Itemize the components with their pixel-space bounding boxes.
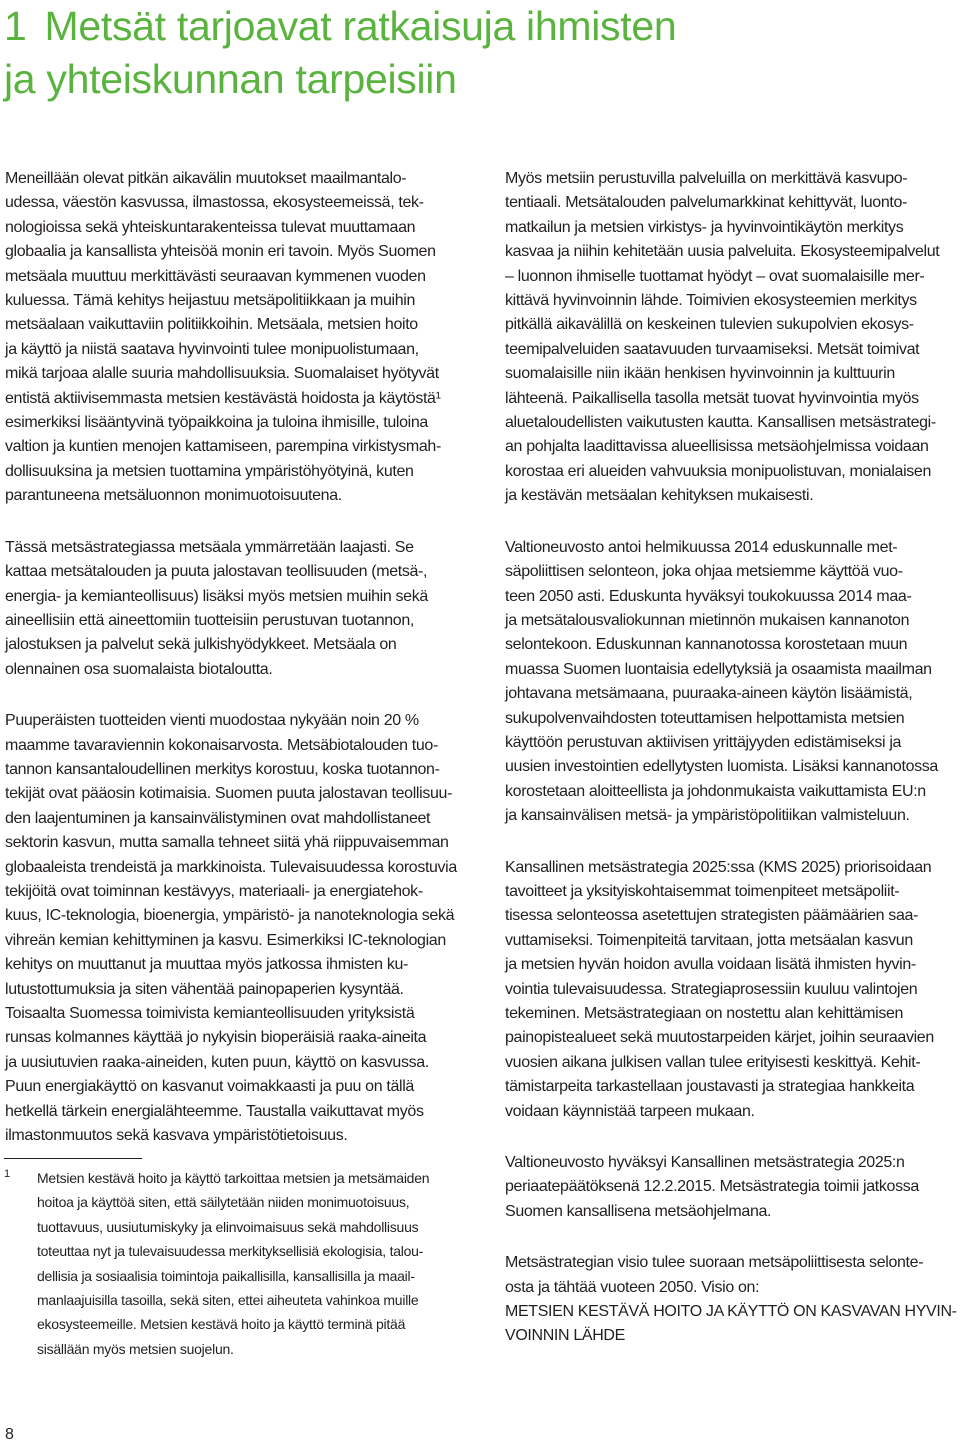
text-line: Tässä metsästrategiassa metsäala ymmärretään laajasti. Se [5, 538, 414, 556]
text-line: metsäala muuttuu merkittävästi seuraavan kymmenen vuoden [5, 267, 426, 285]
chapter-number: 1 [4, 3, 27, 49]
text-line: suomalaisille niin ikään henkisen hyvinvoinnin ja kulttuurin [505, 365, 895, 383]
footnote-text [37, 1166, 461, 1361]
text-line: tentiaali. Metsätalouden palvelumarkkinat kehittyvät, luonto- [505, 194, 907, 212]
footnote-line: manlaajuisilla tasoilla, sekä siten, ettei aiheuteta vahinkoa muille [37, 1292, 419, 1309]
text-line: tekeminen. Metsästrategiaan on nostettu alan kehittämisen [505, 1005, 904, 1022]
text-line: johtavana metsämaana, puuraaka-aineen käytön lisäämistä, [505, 685, 913, 703]
text-line: parantuneena metsäluonnon monimuotoisuutena. [5, 487, 342, 505]
page-number: 8 [5, 1426, 14, 1443]
text-line: vointia tulevaisuudessa. Strategiaprosessiin kuuluu valintojen [505, 980, 918, 998]
text-line: dollisuuksina ja metsien tuottamina ympäristöhyötyinä, kuten [5, 462, 414, 480]
paragraph [505, 1151, 959, 1224]
text-line: globaaleista trendeistä ja markkinoista. Tulevaisuudessa korostuvia [5, 858, 457, 876]
text-line: tekijöitä ovat toiminnan kestävyys, materiaali- ja energiatehok- [5, 882, 423, 900]
text-line: Kansallinen metsästrategia 2025:ssa (KMS 2025) priorisoidaan [505, 858, 932, 876]
text-line: aineellisiin että aineettomiin tuotteisiin perustuvan tuotannon, [5, 611, 414, 629]
text-line: hetkellä tärkein energialähteemme. Taustalla vaikuttavat myös [5, 1102, 424, 1120]
text-line: kuluessa. Tämä kehitys heijastuu metsäpolitiikkaan ja muihin [5, 292, 416, 310]
text-line: runsas kolmannes käyttää jo nykyisin bioperäisiä raaka-aineita [5, 1029, 427, 1047]
paragraph [505, 167, 959, 509]
text-line: Meneillään olevat pitkän aikavälin muutokset maailmantalo- [5, 170, 407, 187]
text-line: Toisaalta Suomessa toimivista kemianteollisuuden yrityksistä [5, 1005, 415, 1022]
text-line: Valtioneuvosto antoi helmikuussa 2014 eduskunnalle met- [505, 538, 898, 556]
footnote-line: toteuttaa nyt ja tulevaisuudessa merkityksellisiä ekologisia, talou- [37, 1243, 424, 1260]
text-line: uusien investointien edellytysten luomista. Lisäksi kannanotossa [505, 758, 938, 776]
text-line: an pohjalta laadittavissa alueellisissa metsäohjelmissa voidaan [505, 438, 929, 456]
text-line: Puun energiakäyttö on kasvanut voimakkaasti ja puu on tällä [5, 1078, 414, 1096]
right-column [505, 167, 959, 1376]
text-line: tavoitteet ja yksityiskohtaisemmat toimenpiteet metsäpoliit- [505, 882, 900, 900]
text-line: tekijät ovat pääosin kotimaisia. Suomen puuta jalostavan teollisuu- [5, 785, 453, 803]
text-line: selontekoon. Eduskunnan kannanotossa korostetaan muun [505, 636, 908, 654]
text-line: maamme tavaraviennin kokonaisarvosta. Metsäbiotalouden tuo- [5, 736, 438, 754]
text-line: matkailun ja metsien virkistys- ja hyvinvointikäytön merkitys [505, 218, 904, 236]
footnote-line: Metsien kestävä hoito ja käyttö tarkoittaa metsien ja metsämaiden [37, 1170, 430, 1186]
text-line: tannon kansantaloudellinen merkitys korostuu, koska tuotannon- [5, 760, 440, 778]
text-line: muassa Suomen luontaisia edellytyksiä ja osaamista maailman [505, 660, 932, 678]
text-line: sektorin kasvun, mutta samalla tehneet siitä yhä riippuvaisemman [5, 834, 449, 852]
text-line: Suomen kansallisena metsäohjelmana. [505, 1202, 772, 1220]
text-line: aluetaloudellisten vaikutusten kautta. Kansallisen metsästrategi- [505, 414, 936, 432]
paragraph [505, 856, 959, 1124]
footnote-line: ekosysteemeille. Metsien kestävä hoito ja käyttö terminä pitää [37, 1316, 406, 1333]
text-line: Valtioneuvosto hyväksyi Kansallinen metsästrategia 2025:n [505, 1154, 905, 1172]
text-line: vuttamiseksi. Toimenpiteitä tarvitaan, jotta metsäalan kasvun [505, 931, 913, 949]
text-line: ilmastonmuutos sekä kasvava ympäristötietoisuus. [5, 1127, 348, 1145]
text-line: käyttöön perustuvan aktiivisen yrittäjyyden edistämiseksi ja [505, 733, 902, 751]
text-line: jalostuksen ja palvelut sekä julkishyödykkeet. Metsäala on [5, 636, 397, 654]
paragraph [5, 167, 459, 509]
text-line: teemipalveluiden saatavuuden turvaamiseksi. Metsät toimivat [505, 340, 920, 358]
text-line: tämistarpeita tarkastellaan joustavasti ja strategiaa hankkeita [505, 1078, 915, 1096]
text-line: – luonnon ihmiselle tuottamat hyödyt – ovat suomalaisille mer- [505, 267, 925, 285]
text-line: pitkällä aikavälillä on keskeinen tulevien sukupolvien ekosys- [505, 316, 914, 334]
footnote-divider [4, 1158, 142, 1159]
text-line: kehitys on muuttanut ja muuttaa myös jatkossa ihmisten ku- [5, 956, 409, 974]
footnote-line: dellisia ja sosiaalisia toimintoja paikallisilla, kansallisilla ja maail- [37, 1267, 415, 1284]
text-line: tisessa selonteossa asetettujen strategisten päämäärien saa- [505, 907, 919, 925]
footnote-line: hoitoa ja käyttöä siten, että säilytetään niiden monimuotoisuus, [37, 1194, 410, 1211]
text-line: metsäalaan vaikuttaviin politiikkoihin. Metsäala, metsien hoito [5, 316, 418, 334]
text-line: esimerkiksi lisääntyvinä työpaikkoina ja tuloina ihmisille, tuloina [5, 414, 428, 432]
text-line: korostetaan aloitteellista ja johdonmukaista vaikuttamista EU:n [505, 782, 926, 800]
text-line: kittävä hyvinvoinnin lähde. Toimivien ekosysteemien merkitys [505, 292, 917, 310]
text-line: vihreän kemian kehittyminen ja kasvu. Esimerkiksi IC-teknologian [5, 931, 446, 949]
paragraph [5, 709, 459, 1148]
text-line: ja metsien hyvän hoidon avulla voidaan lisätä ihmisten hyvin- [505, 956, 916, 974]
text-line: periaatepäätöksenä 12.2.2015. Metsästrategia toimii jatkossa [505, 1178, 919, 1196]
text-line: säpoliittisen selonteon, joka ohjaa metsiemme käyttöä vuo- [505, 563, 903, 581]
text-line: olennainen osa suomalaista biotaloutta. [5, 660, 273, 678]
text-line: vuosien aikana julkisen vallan tulee erityisesti keskittyä. Kehit- [505, 1053, 921, 1071]
text-line: ja kestävän metsäalan kehityksen mukaisesti. [505, 487, 814, 505]
text-line: VOINNIN LÄHDE [505, 1327, 625, 1345]
text-line: kuus, IC-teknologia, bioenergia, ympäristö- ja nanoteknologia sekä [5, 907, 455, 925]
text-line: ja kansainvälisen metsä- ja ympäristöpolitiikan valmisteluun. [505, 807, 910, 825]
footnote-line: sisällään myös metsien suojelun. [37, 1340, 234, 1357]
text-line: ja käyttö ja niistä saatava hyvinvointi tulee monipuolistumaan, [5, 340, 419, 358]
text-line: den laajentuminen ja kansainvälistyminen ovat mahdollistaneet [5, 809, 431, 827]
text-line: mikä tarjoaa alalle suuria mahdollisuuksia. Suomalaiset hyötyvät [5, 365, 439, 383]
text-line: globaalia ja kansallista yhteisöä monin eri tavoin. Myös Suomen [5, 243, 436, 261]
text-line: sukupolvenvaihdosten toteuttamisen helpottamista metsien [505, 709, 905, 727]
text-line: kattaa metsätalouden ja puuta jalostavan teollisuuden (metsä-, [5, 563, 428, 581]
text-line: painopistealueet sekä muutostarpeiden kärjet, joihin seuraavien [505, 1029, 934, 1047]
footnote-line: tuottavuus, uusiutumiskyky ja elinvoimaisuus sekä mahdollisuus [37, 1218, 419, 1235]
text-line: ja metsätalousvaliokunnan mietinnön mukaisen kannanoton [505, 611, 910, 629]
heading-line-1 [4, 0, 944, 53]
text-line: energia- ja kemianteollisuus) lisäksi myös metsien muihin sekä [5, 587, 428, 605]
text-line: ja uusiutuvien raaka-aineiden, kuten puun, käyttö on kasvussa. [5, 1053, 429, 1071]
text-line: Myös metsiin perustuvilla palveluilla on merkittävä kasvupo- [505, 170, 908, 187]
text-line: Metsästrategian visio tulee suoraan metsäpoliittisesta selonte- [505, 1254, 924, 1272]
paragraph [505, 536, 959, 829]
heading-line-2: ja yhteiskunnan tarpeisiin [4, 56, 457, 102]
chapter-heading [4, 0, 944, 106]
heading-text-1: Metsät tarjoavat ratkaisuja ihmisten [44, 3, 677, 49]
text-line: osta ja tähtää vuoteen 2050. Visio on: [505, 1278, 760, 1296]
text-line: valtion ja kuntien menojen kattamiseen, parempina virkistysmah- [5, 438, 441, 456]
paragraph [5, 536, 459, 682]
left-column [5, 167, 459, 1175]
text-line: korostaa eri alueiden vahvuuksia monipuolistuvan, monialaisen [505, 462, 932, 480]
text-line: lutustottumuksia ja siten vähentää painopaperien kysyntää. [5, 980, 404, 998]
text-line: entistä aktiivisemmasta metsien kestävästä hoidosta ja käytöstä¹ [5, 389, 441, 407]
text-line: voidaan käynnistää tarpeen mukaan. [505, 1102, 755, 1120]
footnote-mark: 1 [4, 1168, 11, 1180]
text-line: nologioissa sekä yhteiskuntarakenteissa tulevat muuttamaan [5, 218, 416, 236]
text-line: udessa, väestön kasvussa, ilmastossa, ekosysteemeissä, tek- [5, 194, 424, 212]
text-line: Puuperäisten tuotteiden vienti muodostaa nykyään noin 20 % [5, 712, 419, 730]
paragraph [505, 1251, 959, 1349]
text-line: METSIEN KESTÄVÄ HOITO JA KÄYTTÖ ON KASVAVAN HYVIN- [505, 1303, 957, 1321]
text-line: teen 2050 asti. Eduskunta hyväksyi toukokuussa 2014 maa- [505, 587, 912, 605]
text-line: lähteenä. Paikallisella tasolla metsät tuovat hyvinvointia myös [505, 389, 919, 407]
text-line: kasvaa ja niihin kehitetään uusia palveluita. Ekosysteemipalvelut [505, 243, 940, 261]
